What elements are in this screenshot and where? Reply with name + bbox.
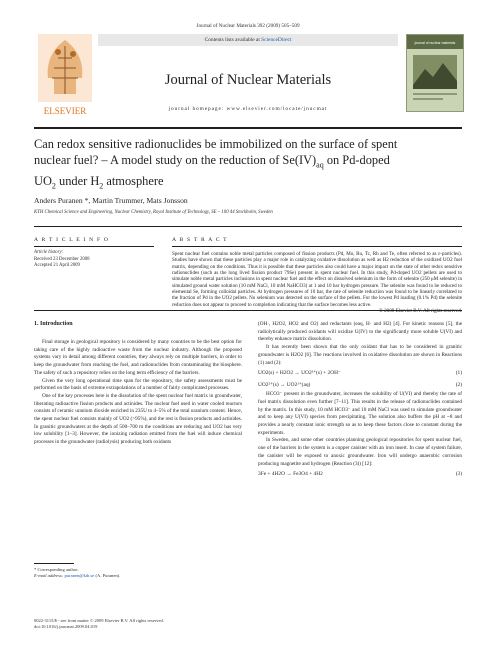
equation-3: [258, 468, 462, 480]
journal-homepage: [98, 106, 398, 112]
equation-2-number: (2): [455, 382, 462, 389]
received-date: Received 23 December 2008: [34, 256, 90, 262]
contents-label: Contents lists available at: [204, 37, 262, 43]
article-title: [34, 136, 462, 195]
intro-paragraph-6: HCO3⁻ present in the groundwater, increases the solubility of U(VI) and thereby the rate of fuel matrix dissolution even further [7–11]. This results in the release of radionuclides contained by the matrix. In this study, 10 mM HCO3⁻ and 10 mM NaCl was used to simulate groundwater and to keep any U(VI) species from precipitating. The solution also buffers the pH at ~8 and provides a nearly constant ionic strength so as to keep these factors close to constant during the experiments.: [258, 391, 462, 436]
abstract-body: [172, 251, 462, 314]
history-label: Article history:: [34, 250, 64, 255]
authors: Anders Puranen *, Martin Trummer, Mats Jonsson: [34, 196, 188, 205]
equation-2: [258, 379, 462, 391]
equation-3-body: 3Fe + 4H2O → Fe3O4 + 4H2: [258, 471, 323, 478]
title-sub-aq: aq: [316, 160, 324, 170]
contents-band: [98, 34, 398, 46]
elsevier-logo: [36, 34, 94, 120]
intro-paragraph-4: (OH·, H2O2, HO2 and O2) and reductants (eaq, H· and H2) [4]. For kinetic reasons [5], the radiolytically produced oxidants will oxidize U(IV) to the significantly more soluble U(VI) and thereby enhance matrix dissolution.: [258, 321, 462, 343]
abstract-text: Spent nuclear fuel contains noble metal particles composed of fission products (Pd, Mo, Ru, Tc, Rh and Te, often referred to as ε-particles). Studies have shown that these particles play a major role in catalyzing oxidative dissolution as well as H2 reduction of the oxidized UO2 fuel matrix, depending on the conditions. Thus it is possible that these particles also could have a major impact on the state of other redox sensitive radionuclides (such as the long lived fission product 79Se) present in spent nuclear fuel. In this study, Pd-doped UO2 pellets are used to simulate noble metal particles inclusions in spent nuclear fuel and the effect on dissolved selenium in the form of selenite (250 μM selenite) in simulated ground water solution (10 mM NaCl, 10 mM NaHCO3) at 1 and 10 bar hydrogen pressure. The selenite was found to be reduced to elemental Se, forming colloidal particles. At hydrogen pressures of 10 bar, the rate of selenite reduction was found to be linearly correlated to the fraction of Pd in the UO2 pellets. No selenium was detected on the surface of the pellets. For the lowest Pd loading (0.1% Pd) the selenite reduction does not appear to proceed to completion indicating that the surface becomes less active.: [172, 251, 462, 308]
intro-paragraph-2: Given the very long operational time span for the repository, the safety assessments must be performed on the basis of extreme extrapolations of a number of fairly complicated processes.: [34, 377, 242, 392]
left-column: [34, 339, 242, 447]
intro-paragraph-5: It has recently been shown that the only oxidant that has to be considered in granitic groundwater is H2O2 [6]. The reactions involved in oxidative dissolution are shown in Reactions (1) and (2):: [258, 344, 462, 366]
article-info-heading: A R T I C L E I N F O: [34, 237, 110, 243]
corresponding-author: * Corresponding author.: [34, 567, 79, 572]
homepage-url[interactable]: www.elsevier.com/locate/jnucmat: [226, 106, 328, 112]
title-line-2b: on Pd-doped: [323, 153, 390, 167]
equation-1-body: UO2(s) + H2O2 → UO2²⁺(s) + 2OH⁻: [258, 370, 341, 377]
email-line: [34, 573, 242, 579]
title-line-2: nuclear fuel? – A model study on the reduction of Se(IV): [34, 153, 317, 167]
email-label: E-mail address:: [34, 573, 65, 579]
article-info-rule: [34, 246, 154, 247]
title-sub-2b: 2: [99, 181, 104, 191]
header-divider: [34, 127, 462, 129]
journal-reference: Journal of Nuclear Materials 392 (2009) 505–509: [196, 23, 300, 29]
article-history: [34, 250, 154, 270]
journal-header: [34, 32, 462, 124]
homepage-label: journal homepage:: [168, 106, 227, 112]
title-sub-2a: 2: [51, 181, 56, 191]
cover-title: journal of nuclear materials: [414, 41, 456, 45]
abstract-rule: [172, 246, 462, 247]
journal-cover: [406, 34, 464, 112]
abstract-divider: [34, 310, 462, 311]
email-link[interactable]: puranen@kth.se: [64, 573, 95, 579]
intro-paragraph-1: Final storage in geological repository is considered by many countries to be the best option for taking care of the highly radioactive waste from the nuclear industry. Although the proposed systems vary in detail among different countries, they always rely on multiple barriers, in order to keep the groundwater from reaching the fuel, and radionuclides from contaminating the biosphere. The safety of such a repository relies on the long term efficiency of the barriers.: [34, 339, 242, 376]
right-column: [258, 321, 462, 480]
affiliation: KTH Chemical Science and Engineering, Nuclear Chemistry, Royal Institute of Technology, SE – 100 44 Stockholm, Sweden: [34, 210, 273, 215]
journal-title: Journal of Nuclear Materials: [164, 72, 332, 88]
footnote-rule: [34, 563, 74, 564]
abstract-heading: A B S T R A C T: [172, 237, 228, 243]
intro-paragraph-3: One of the key processes here is the dissolution of the spent nuclear fuel matrix in groundwater, liberating radioactive fission products and actinides. The nuclear fuel used in water cooled reactors consists of ceramic uranium dioxide enriched in 235U to 4–5% of the total uranium content. Hence, the spent nuclear fuel consists mainly of UO2 (>95%), and the rest is fission products and actinides. In granitic groundwaters at the depth of 500–700 m the conditions are reducing and UO2 has very low solubility [1–3]. However, the ionizing radiation emitted from the fuel will induce chemical processes in the groundwater (radiolysis) producing both oxidants: [34, 392, 242, 446]
title-line-3a: UO: [34, 174, 52, 189]
doi-line[interactable]: doi:10.1016/j.jnucmat.2009.04.019: [34, 624, 98, 629]
publication-info: [34, 618, 284, 630]
section-heading-introduction: 1. Introduction: [34, 321, 73, 327]
issn-line: 0022-3115/$ - see front matter © 2009 Elsevier B.V. All rights reserved.: [34, 618, 164, 623]
journal-masthead: [98, 32, 398, 124]
equation-1-number: (1): [455, 370, 462, 377]
title-line-1: Can redox sensitive radionuclides be immobilized on the surface of spent: [34, 137, 398, 151]
copyright: © 2009 Elsevier B.V. All rights reserved.: [379, 308, 462, 315]
title-line-3c: atmosphere: [103, 174, 164, 189]
equation-2-body: UO2²⁺(s) → UO2²⁺(aq): [258, 382, 311, 389]
footnote: [34, 567, 242, 580]
title-line-3b: under H: [55, 174, 100, 189]
equation-3-number: (3): [455, 471, 462, 478]
equation-1: [258, 367, 462, 379]
intro-paragraph-7: In Sweden, and some other countries planning geological repositories for spent nuclear fuel, one of the barriers in the system is a copper canister with an iron insert. In case of system failure, the canister will be exposed to anoxic groundwater. Iron will undergo anaerobic corrosion producing magnetite and hydrogen (Reaction (3)) [12]:: [258, 437, 462, 467]
elsevier-wordmark: ELSEVIER: [43, 106, 87, 116]
info-divider: [34, 226, 462, 227]
sciencedirect-link[interactable]: ScienceDirect: [261, 37, 292, 43]
accepted-date: Accepted 21 April 2009: [34, 263, 80, 269]
email-suffix: (A. Puranen).: [94, 573, 121, 579]
